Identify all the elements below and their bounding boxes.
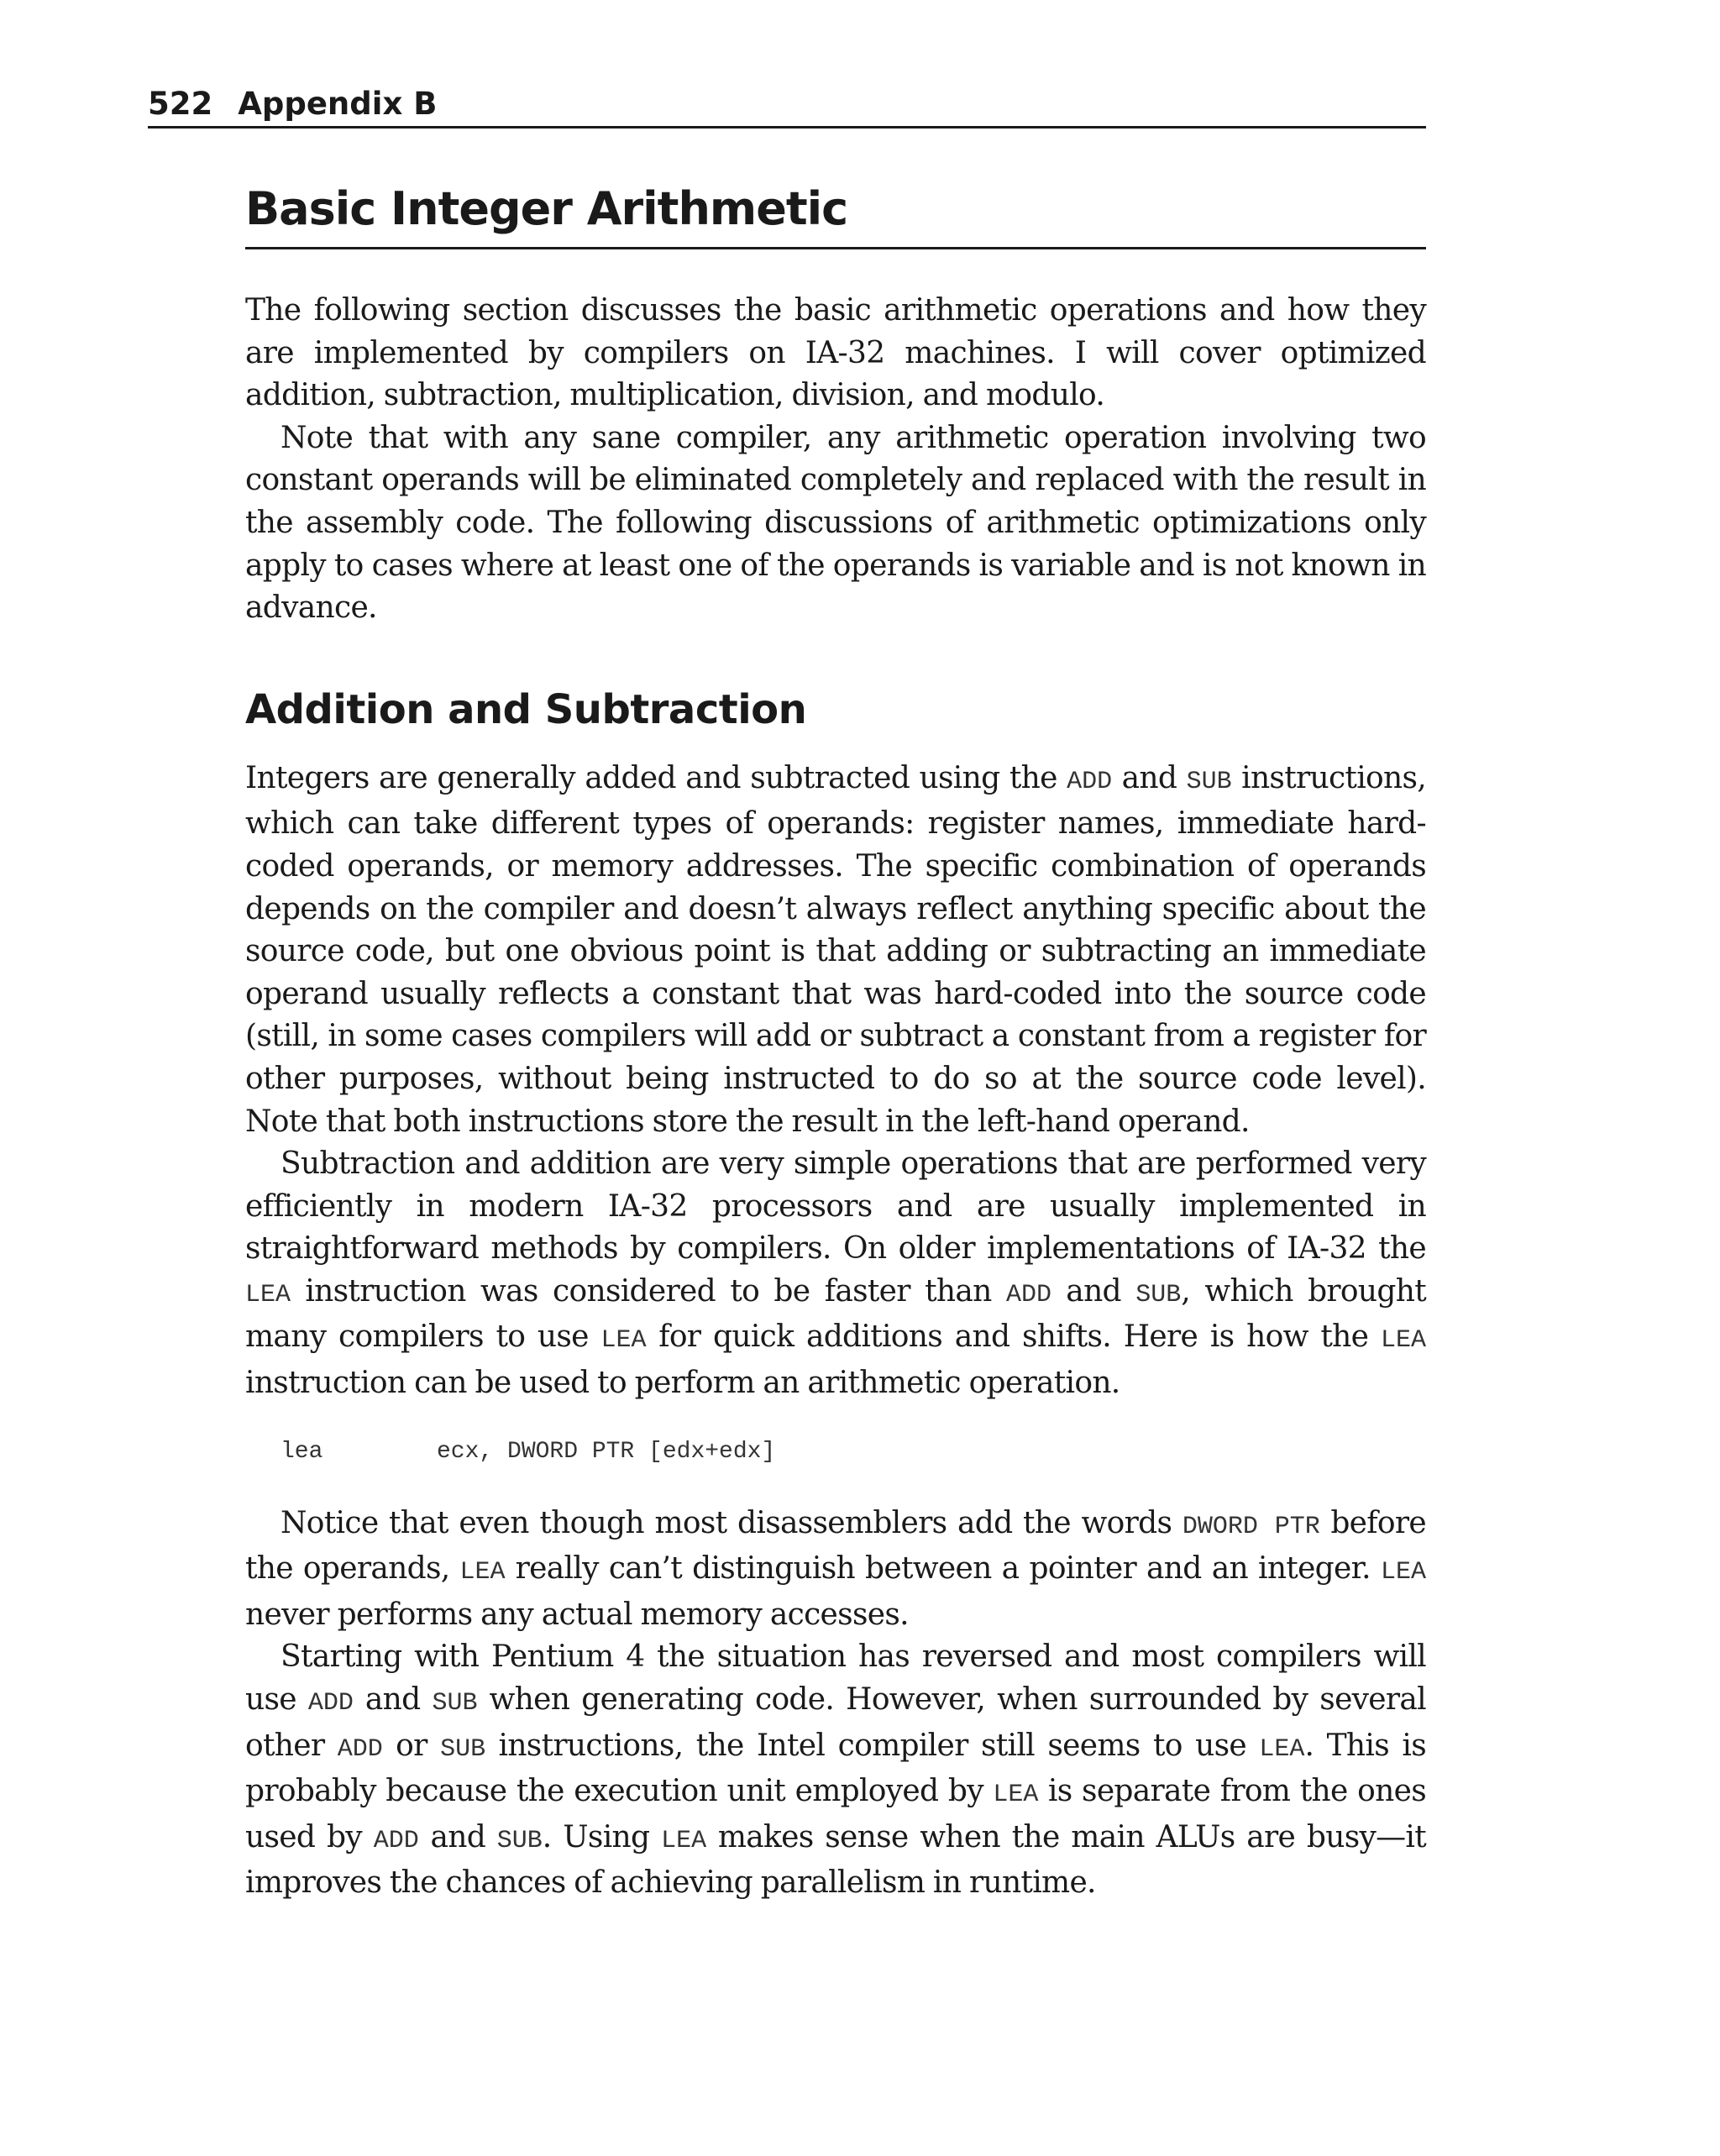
subsection-title: Addition and Subtraction [245,685,807,733]
inline-code: LEA [600,1326,647,1356]
text-run: and [418,1819,497,1854]
text-run: instructions, the Intel compiler still seems to use [485,1728,1260,1763]
inline-code: ADD [307,1689,354,1718]
text-run: and [1051,1273,1136,1309]
inline-code: DWORD PTR [1182,1512,1320,1541]
text-run: . This is probably because the execution unit employed by [245,1728,1426,1809]
text-run: . Using [542,1819,662,1854]
intro-paragraph-1: The following section discusses the basic arithmetic operations and how they are implemented by compilers on IA-32 machines. I will cover optimized addition, subtraction, multiplication, division, and modulo. [245,293,1426,413]
page-content [245,173,1426,1905]
inline-code: LEA [245,1280,291,1309]
inline-code: SUB [440,1734,486,1764]
inline-code: LEA [993,1781,1039,1810]
text-run: for quick additions and shifts. Here is how the [646,1319,1381,1355]
running-header [148,82,1426,129]
text-run: Subtraction and addition are very simple operations that are performed very efficiently in modern IA-32 processors and are usually implemented in straightforward methods by compilers. On older implementations of IA-32 the [245,1146,1426,1267]
code-example [281,1435,1426,1469]
text-run: never performs any actual memory accesses. [245,1597,909,1632]
inline-code: LEA [661,1826,707,1855]
section-intro [245,290,1426,630]
text-run: when generating code. However, when surrounded by several other [245,1682,1426,1763]
inline-code: LEA [1380,1326,1426,1356]
text-run: or [382,1728,441,1763]
inline-code: SUB [1186,767,1232,796]
text-run: Integers are generally added and subtracted using the [245,760,1067,795]
text-run: really can’t distinguish between a pointer and an integer. [505,1551,1381,1587]
inline-code: LEA [1259,1734,1305,1764]
text-run: and [353,1682,433,1718]
body-paragraph-3 [245,1503,1426,1637]
intro-paragraph-2: Note that with any sane compiler, any arithmetic operation involving two constant operands will be eliminated completely and replaced with the result in the assembly code. The following discussions of arithmetic optimizations only apply to cases where at least one of the operands is variable and is not known in advance. [245,420,1426,626]
inline-code: ADD [337,1734,383,1764]
inline-code: ADD [1005,1280,1051,1309]
inline-code: SUB [1135,1280,1182,1309]
chapter-label: Appendix B [238,86,438,122]
inline-code: LEA [459,1558,506,1587]
text-run: is separate from the ones used by [245,1774,1426,1854]
body-paragraph-4 [245,1636,1426,1905]
body-paragraph-2 [245,1143,1426,1405]
text-run: Starting with Pentium 4 the situation has reversed and most compilers will use [245,1639,1426,1718]
text-run: Notice that even though most disassemblers add the words [281,1505,1182,1540]
inline-code: SUB [432,1689,478,1718]
page-number: 522 [148,86,213,122]
text-run: , which brought many compilers to use [245,1273,1426,1355]
text-run: instructions, which can take different types of operands: register names, immediate hard-coded operands, or memory addresses. The specific combination of operands depends on the compiler and doesn’t always reflect anything specific about the source code, but one obvious point is that adding or subtracting an immediate operand usually reflects a constant that was hard-coded into the source code (still, in some cases compilers will add or subtract a constant from a register for other purposes, without being instructed to do so at the source code level). Note that both instructions store the result in the left-hand operand. [245,760,1426,1139]
code-operands: ecx, DWORD PTR [edx+edx] [437,1438,776,1465]
body-paragraph-1 [245,758,1426,1143]
inline-code: ADD [373,1826,419,1855]
text-run: and [1112,760,1187,795]
text-run: makes sense when the main ALUs are busy—it improves the chances of achieving parallelism in runtime. [245,1819,1426,1901]
inline-code: SUB [496,1826,543,1855]
code-mnemonic: lea [281,1438,323,1465]
text-run: instruction can be used to perform an arithmetic operation. [245,1366,1120,1401]
section-title: Basic Integer Arithmetic [245,173,1426,249]
text-run: before the operands, [245,1505,1426,1587]
inline-code: ADD [1067,767,1113,796]
inline-code: LEA [1380,1558,1426,1587]
text-run: instruction was considered to be faster than [291,1273,1006,1309]
